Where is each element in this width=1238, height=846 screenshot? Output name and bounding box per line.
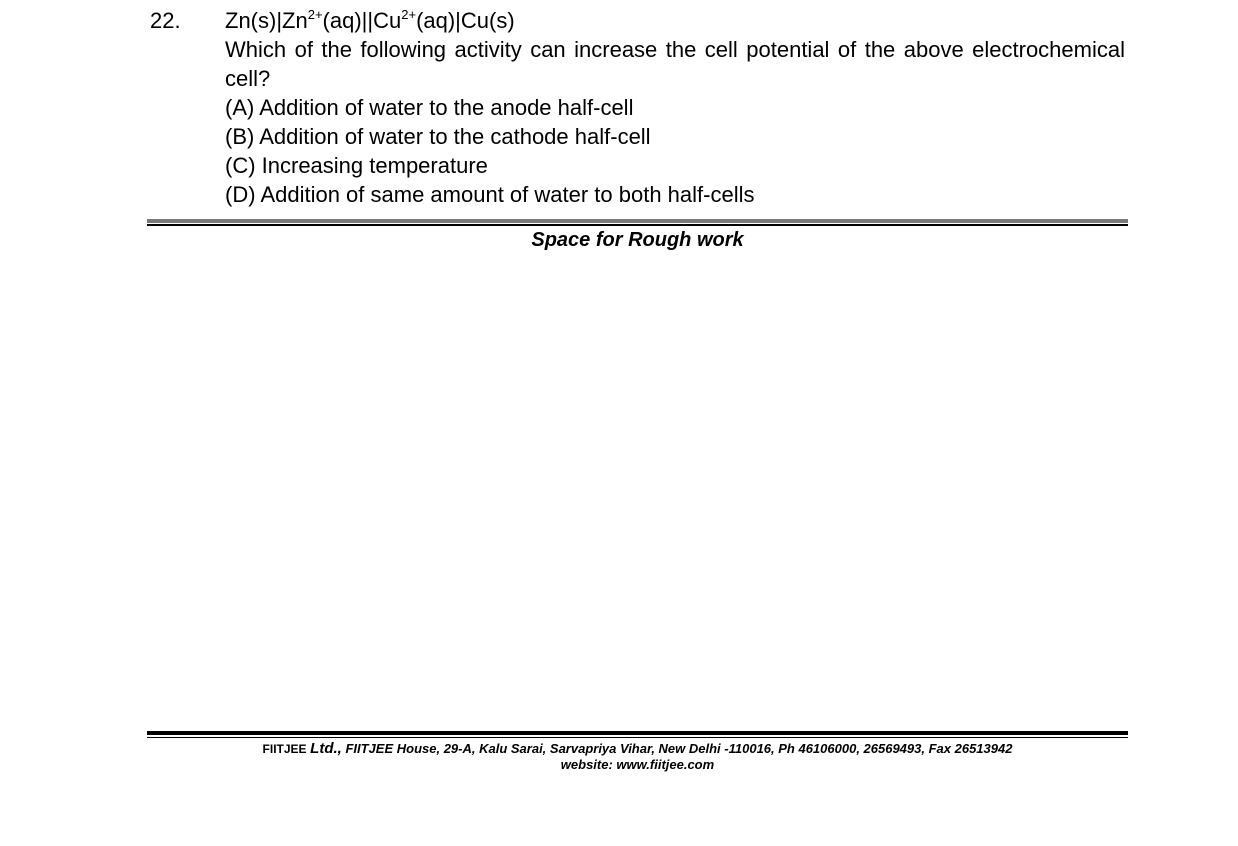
divider-thick-line	[147, 219, 1128, 223]
footer-divider-thick-line	[147, 731, 1128, 735]
cell-notation-middle: (aq)||Cu	[322, 8, 402, 33]
cell-notation-prefix: Zn(s)|Zn	[225, 8, 308, 33]
footer-address: FIITJEE House, 29-A, Kalu Sarai, Sarvapriya Vihar, New Delhi -110016, Ph 46106000, 26569493, Fax 26513942	[345, 741, 1013, 756]
cell-notation-superscript-cu: 2+	[401, 6, 417, 22]
option-a: (A) Addition of water to the anode half-cell	[225, 95, 634, 120]
question-number: 22.	[150, 8, 181, 33]
question-body	[225, 6, 1125, 209]
cell-notation	[225, 6, 1125, 35]
divider-thin-line	[147, 224, 1128, 226]
rough-work-title: Space for Rough work	[531, 229, 744, 251]
cell-notation-suffix: (aq)|Cu(s)	[416, 8, 515, 33]
cell-notation-superscript-zn: 2+	[307, 6, 323, 22]
footer-divider	[147, 731, 1128, 738]
footer-divider-thin-line	[147, 737, 1128, 738]
footer-website: website: www.fiitjee.com	[560, 757, 715, 772]
footer-ltd: Ltd.,	[310, 740, 342, 757]
option-d: (D) Addition of same amount of water to both half-cells	[225, 182, 755, 207]
footer-address-line	[147, 741, 1128, 757]
page-footer	[147, 741, 1128, 773]
option-c: (C) Increasing temperature	[225, 153, 488, 178]
footer-brand-logo: FIITJEE	[262, 742, 307, 756]
rough-work-top-divider	[147, 219, 1128, 226]
question-text: Which of the following activity can increase the cell potential of the above electrochemical cell?	[225, 37, 1125, 91]
option-b: (B) Addition of water to the cathode half-cell	[225, 124, 651, 149]
